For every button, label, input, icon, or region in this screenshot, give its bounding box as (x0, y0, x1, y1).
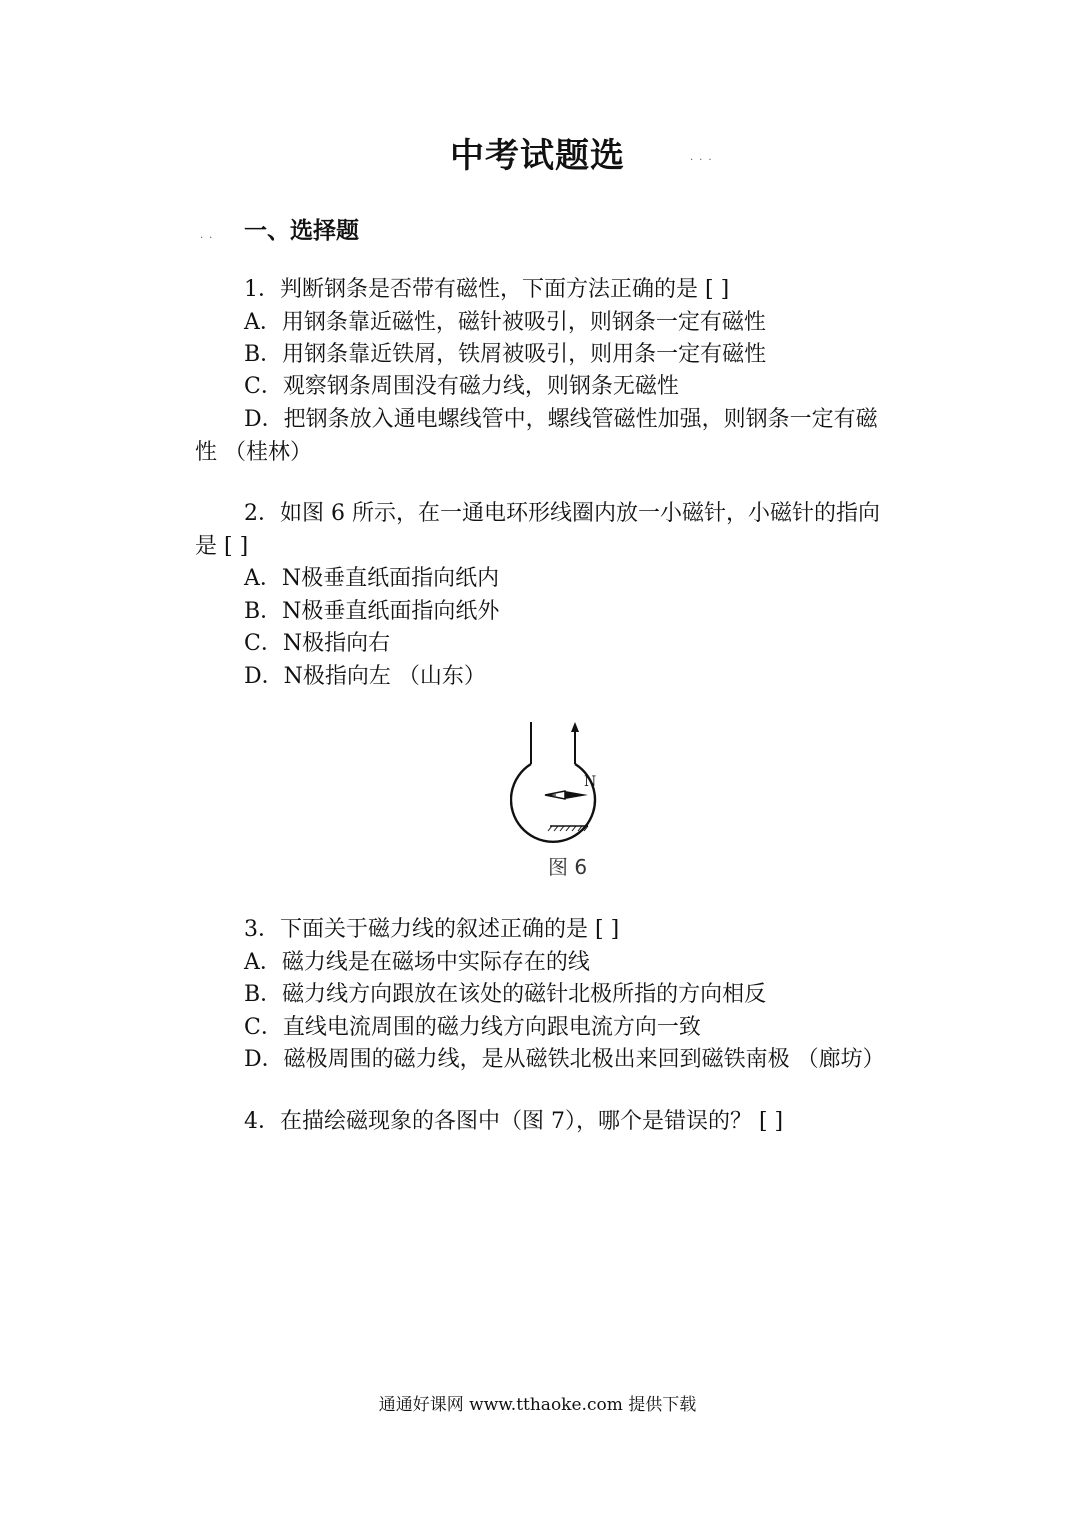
page-footer: 通通好课网 www.tthaoke.com 提供下载 (378, 1395, 697, 1415)
page-title: 中考试题选 (450, 136, 625, 176)
question-4-stem: 4．在描绘磁现象的各图中（图 7），哪个是错误的？ [ ] (244, 1109, 784, 1134)
question-1-option-a: A．用钢条靠近磁性，磁针被吸引，则钢条一定有磁性 (244, 310, 766, 335)
question-2-stem-cont: 是 [ ] (195, 534, 249, 559)
question-3-option-c: C．直线电流周围的磁力线方向跟电流方向一致 (244, 1015, 701, 1040)
question-3-option-b: B．磁力线方向跟放在该处的磁针北极所指的方向相反 (244, 982, 767, 1007)
question-1-stem: 1．判断钢条是否带有磁性，下面方法正确的是 [ ] (244, 277, 730, 302)
decorative-dots: .. (200, 230, 219, 241)
question-1-option-c: C．观察钢条周围没有磁力线，则钢条无磁性 (244, 374, 679, 399)
decorative-dots: ... (690, 152, 718, 163)
question-2-option-c: C．N极指向右 (244, 631, 391, 656)
question-2-stem: 2．如图 6 所示，在一通电环形线圈内放一小磁针，小磁针的指向 (244, 501, 880, 526)
figure-6 (510, 722, 630, 882)
current-arrow-icon (571, 722, 579, 732)
coil-ring (511, 764, 595, 842)
needle-north-half (565, 791, 588, 799)
question-2-option-d: D．N极指向左 （山东） (244, 664, 486, 689)
question-2-option-a: A．N极垂直纸面指向纸内 (244, 566, 500, 591)
question-3-option-d: D．磁极周围的磁力线，是从磁铁北极出来回到磁铁南极 （廊坊） (244, 1047, 885, 1072)
needle-n-label: N (584, 774, 597, 790)
question-1-option-d-cont: 性 （桂林） (195, 440, 312, 465)
question-1-option-b: B．用钢条靠近铁屑，铁屑被吸引，则用条一定有磁性 (244, 342, 767, 367)
section-heading: 一、选择题 (244, 218, 359, 244)
question-2-option-b: B．N极垂直纸面指向纸外 (244, 599, 500, 624)
question-1-option-d: D．把钢条放入通电螺线管中，螺线管磁性加强，则钢条一定有磁 (244, 407, 878, 432)
question-3-stem: 3．下面关于磁力线的叙述正确的是 [ ] (244, 917, 620, 942)
figure-6-caption: 图 6 (548, 855, 588, 879)
question-3-option-a: A．磁力线是在磁场中实际存在的线 (244, 950, 590, 975)
